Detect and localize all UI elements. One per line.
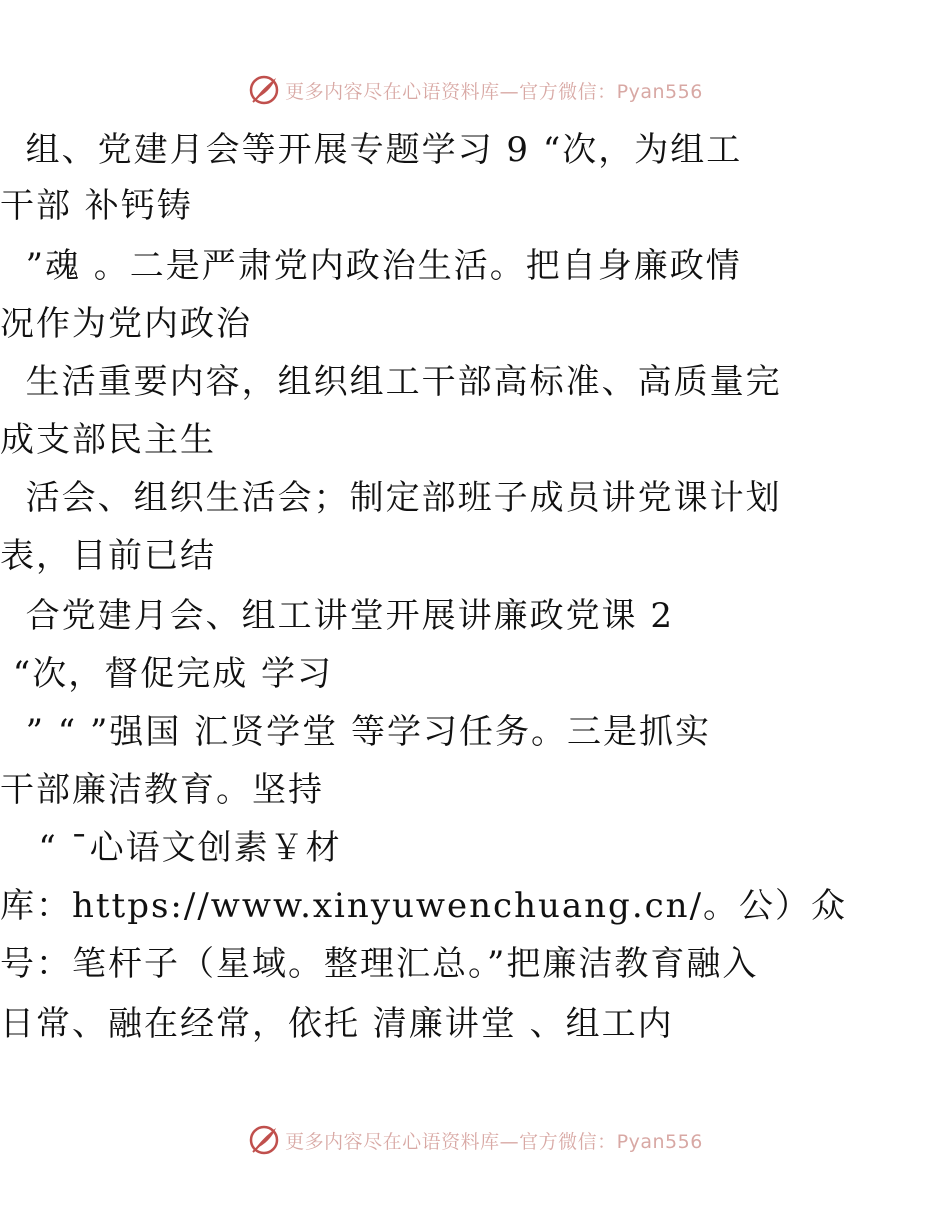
footer-watermark [0,1120,950,1160]
body-line: 干部廉洁教育。坚持 [0,770,324,810]
header-watermark [0,70,950,110]
body-line: 合党建月会、组工讲堂开展讲廉政党课 2 [0,596,675,636]
footer-watermark-text: 更多内容尽在心语资料库—官方微信：Pyan556 [285,1130,703,1153]
body-line: 组、党建月会等开展专题学习 9 “次，为组工 [0,130,743,170]
body-line: 号：笔杆子（星域。整理汇总。”把廉洁教育融入 [0,944,759,984]
body-line: ”魂 。二是严肃党内政治生活。把自身廉政情 [0,246,742,286]
body-line: 表，目前已结 [0,536,216,576]
body-line: 干部 补钙铸 [0,186,193,226]
body-line: 日常、融在经常，依托 清廉讲堂 、组工内 [0,1004,674,1044]
body-line: 生活重要内容，组织组工干部高标准、高质量完 [0,362,782,402]
body-line: 活会、组织生活会；制定部班子成员讲党课计划 [0,478,782,518]
feather-logo-icon [247,73,281,107]
header-watermark-text: 更多内容尽在心语资料库—官方微信：Pyan556 [285,80,703,103]
body-line: ” “ ”强国 汇贤学堂 等学习任务。三是抓实 [0,712,711,752]
body-line: “ ¯心语文创素￥材 [0,828,342,868]
body-line: 成支部民主生 [0,420,216,460]
body-line: “次，督促完成 学习 [0,654,333,694]
feather-logo-icon [247,1123,281,1157]
body-line: 况作为党内政治 [0,304,252,344]
body-line: 库：https://www.xinyuwenchuang.cn/。公）众 [0,886,848,926]
